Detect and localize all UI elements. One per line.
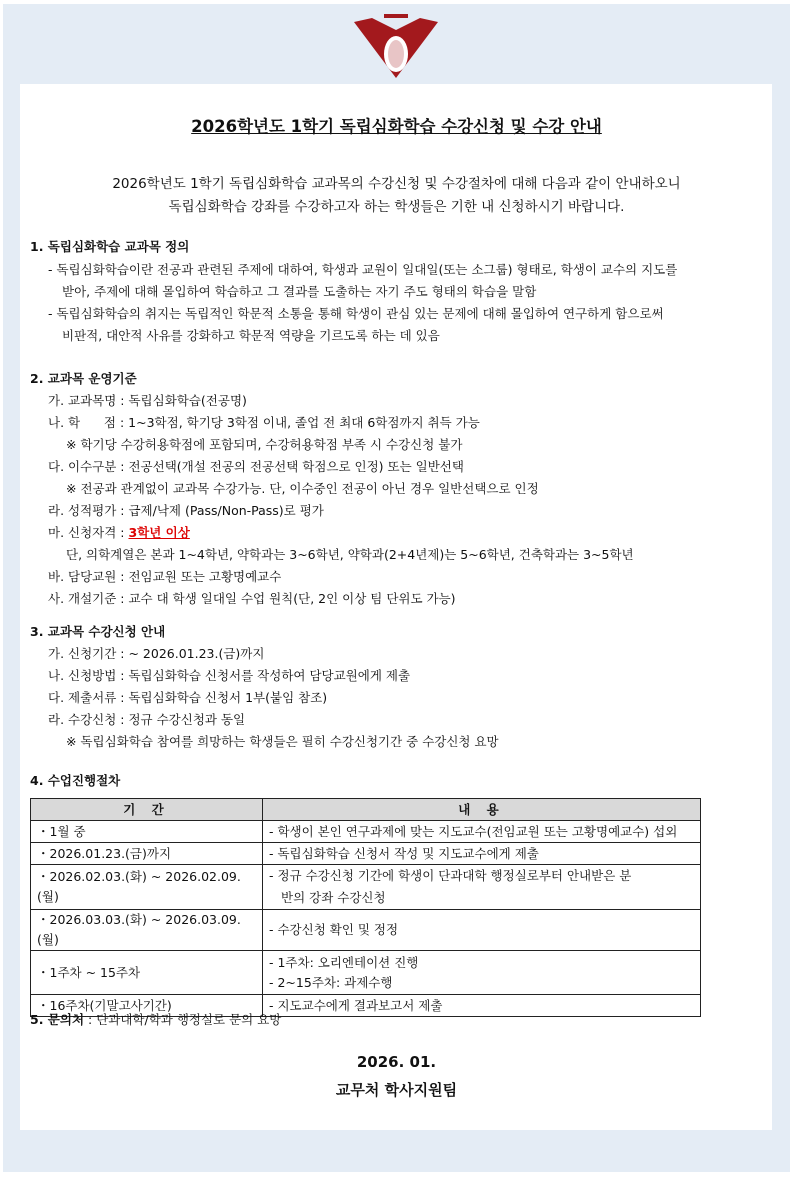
university-emblem-logo [340, 8, 452, 80]
table-row [31, 865, 701, 910]
table-row [31, 951, 701, 995]
content-line: 반의 강좌 수강신청 [281, 890, 386, 905]
s2-line: 단, 의학계열은 본과 1~4학년, 약학과는 3~6학년, 약학과(2+4년제)는 5~6학년, 건축학과는 3~5학년 [66, 547, 634, 562]
table-row [31, 910, 701, 951]
section-5-heading: 5. 문의처 [30, 1012, 85, 1027]
s2-line: 사. 개설기준 : 교수 대 학생 일대일 수업 원칙(단, 2인 이상 팀 단위도 가능) [48, 591, 456, 606]
footer-team: 교무처 학사지원팀 [335, 1081, 458, 1099]
section-2-heading: 2. 교과목 운영기준 [30, 371, 137, 386]
content-cell [263, 951, 701, 995]
intro-line-2: 독립심화학습 강좌를 수강하고자 하는 학생들은 기한 내 신청하시기 바랍니다. [168, 199, 625, 215]
s1-line: 받아, 주제에 대해 몰입하여 학습하고 그 결과를 도출하는 자기 주도 형태의 학습을 말함 [62, 284, 537, 299]
s2-line: 가. 교과목명 : 독립심화학습(전공명) [48, 393, 247, 408]
s1-line: - 독립심화학습의 취지는 독립적인 학문적 소통을 통해 학생이 관심 있는 문제에 대해 몰입하여 연구하게 함으로써 [48, 306, 664, 321]
period-cell: ・1주차 ~ 15주차 [31, 951, 263, 995]
header-content: 내 용 [263, 799, 701, 821]
content-cell [263, 865, 701, 910]
intro-line-1: 2026학년도 1학기 독립심화학습 교과목의 수강신청 및 수강절차에 대해 다음과 같이 안내하오니 [112, 176, 681, 192]
content-line: - 1주차: 오리엔테이션 진행 [269, 954, 419, 970]
period-cell: ・2026.01.23.(금)까지 [31, 843, 263, 865]
page-title: 2026학년도 1학기 독립심화학습 수강신청 및 수강 안내 [191, 117, 602, 136]
s3-line: ※ 독립심화학습 참여를 희망하는 학생들은 필히 수강신청기간 중 수강신청 요망 [66, 734, 499, 749]
s2-line [48, 522, 190, 544]
content-line: - 지도교수에게 결과보고서 제출 [269, 997, 443, 1013]
period-cell: ・2026.02.03.(화) ~ 2026.02.09.(월) [31, 865, 263, 910]
s2-line: 나. 학 점 : 1~3학점, 학기당 3학점 이내, 졸업 전 최대 6학점까지 취득 가능 [48, 415, 480, 430]
s2-line: ※ 전공과 관계없이 교과목 수강가능. 단, 이수중인 전공이 아닌 경우 일반선택으로 인정 [66, 481, 539, 496]
content-cell [263, 910, 701, 951]
content-line: - 정규 수강신청 기간에 학생이 단과대학 행정실로부터 안내받은 분 [269, 868, 632, 883]
footer-date: 2026. 01. [356, 1053, 437, 1071]
period-cell: ・1월 중 [31, 821, 263, 843]
s1-line: - 독립심화학습이란 전공과 관련된 주제에 대하여, 학생과 교원이 일대일(또는 소그룹) 형태로, 학생이 교수의 지도를 [48, 262, 678, 277]
s2-line: 라. 성적평가 : 급제/낙제 (Pass/Non-Pass)로 평가 [48, 503, 324, 518]
section-1-heading: 1. 독립심화학습 교과목 정의 [30, 239, 190, 254]
s3-line: 나. 신청방법 : 독립심화학습 신청서를 작성하여 담당교원에게 제출 [48, 668, 411, 683]
procedure-table [30, 798, 701, 1017]
s3-line: 가. 신청기간 : ~ 2026.01.23.(금)까지 [48, 646, 265, 661]
content-line: - 독립심화학습 신청서 작성 및 지도교수에게 제출 [269, 845, 539, 861]
table-row [31, 843, 701, 865]
content-line: - 수강신청 확인 및 정정 [269, 922, 399, 937]
eligibility-highlight: 3학년 이상 [128, 525, 190, 540]
s2-line: ※ 학기당 수강허용학점에 포함되며, 수강허용학점 부족 시 수강신청 불가 [66, 437, 463, 452]
s2-line: 바. 담당교원 : 전임교원 또는 고황명예교수 [48, 569, 282, 584]
section-3-heading: 3. 교과목 수강신청 안내 [30, 624, 166, 639]
table-row [31, 821, 701, 843]
section-5-text: : 단과대학/학과 행정실로 문의 요망 [84, 1012, 282, 1027]
label: 마. 신청자격 : [48, 525, 129, 540]
section-4-heading: 4. 수업진행절차 [30, 773, 121, 788]
period-cell: ・16주차(기말고사기간) [31, 995, 263, 1017]
period-cell: ・2026.03.03.(화) ~ 2026.03.09.(월) [31, 910, 263, 951]
s2-line: 다. 이수구분 : 전공선택(개설 전공의 전공선택 학점으로 인정) 또는 일반선택 [48, 459, 464, 474]
content-line: - 학생이 본인 연구과제에 맞는 지도교수(전임교원 또는 고황명예교수) 섭외 [269, 823, 678, 839]
s3-line: 다. 제출서류 : 독립심화학습 신청서 1부(붙임 참조) [48, 690, 328, 705]
s3-line: 라. 수강신청 : 정규 수강신청과 동일 [48, 712, 246, 727]
content-cell [263, 821, 701, 843]
content-cell [263, 843, 701, 865]
content-line: - 2~15주차: 과제수행 [269, 974, 393, 990]
section-5 [30, 1009, 281, 1031]
content-cell [263, 995, 701, 1017]
header-period: 기 간 [31, 799, 263, 821]
s1-line: 비판적, 대안적 사유를 강화하고 학문적 역량을 기르도록 하는 데 있음 [62, 328, 440, 343]
